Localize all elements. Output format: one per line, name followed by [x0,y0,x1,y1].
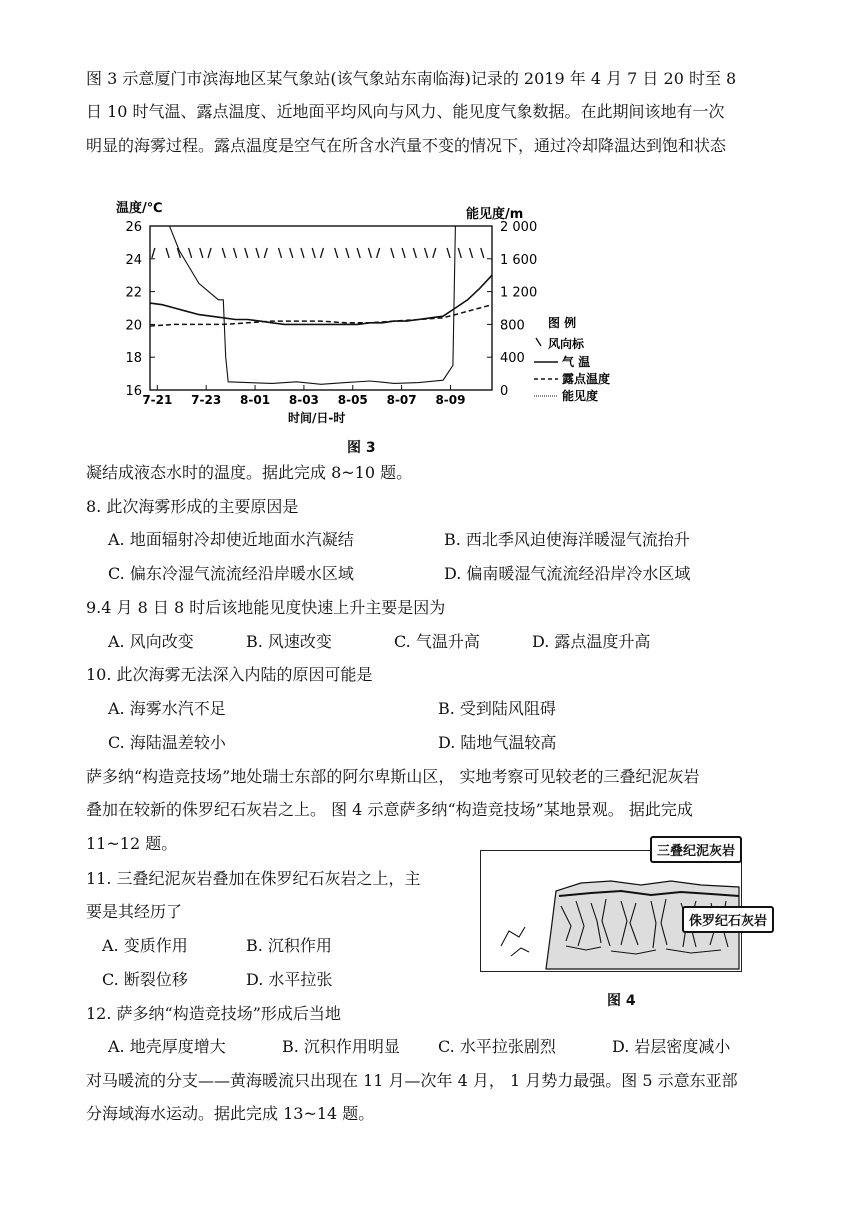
question-10-option-a[interactable]: A. 海雾水汽不足 [108,699,226,718]
question-9-option-c[interactable]: C. 气温升高 [394,632,480,651]
right-tick-label: 0 [500,384,509,399]
right-tick-label: 2 000 [500,220,538,235]
figure-4-caption: 图 4 [607,993,636,1009]
legend-wind-symbol [536,338,541,346]
figure-4-label-jurassic: 侏罗纪石灰岩 [682,906,774,933]
wind-barb-mark [413,248,416,258]
question-8-option-b[interactable]: B. 西北季风迫使海洋暖湿气流抬升 [444,530,690,549]
right-tick-label: 1 600 [500,252,538,268]
question-10-stem: 10. 此次海雾无法深入内陆的原因可能是 [86,665,373,684]
legend-label-wind: 风向标 [548,337,585,351]
wind-barb-mark [208,248,211,258]
right-axis-label: 能见度/m [466,207,524,222]
left-tick-label: 20 [125,318,142,334]
left-tick-label: 18 [125,351,142,367]
x-tick-label: 7-21 [142,393,173,407]
x-tick-label: 7-23 [191,393,222,407]
figure-3-caption: 图 3 [347,440,376,456]
wind-barb-mark [290,248,293,258]
wind-barb-mark [402,248,405,258]
question-11-stem-line-2: 要是其经历了 [86,902,183,921]
wind-barb-mark [335,248,338,258]
question-10-option-d[interactable]: D. 陆地气温较高 [438,733,557,752]
legend-label-temp: 气 温 [562,355,591,369]
legend [534,315,610,403]
question-8-stem: 8. 此次海雾形成的主要原因是 [86,497,299,516]
left-tick-label: 22 [125,285,142,301]
left-tick-label: 24 [125,252,142,268]
question-12-option-a[interactable]: A. 地壳厚度增大 [108,1037,226,1056]
left-tick-label: 16 [125,384,142,399]
question-9-stem: 9.4 月 8 日 8 时后该地能见度快速上升主要是因为 [86,598,446,617]
wind-barb-mark [152,248,155,258]
right-tick-label: 800 [500,318,525,334]
question-11-option-c[interactable]: C. 断裂位移 [102,970,188,989]
wind-barb-mark [346,248,349,258]
intro3-line-1: 对马暖流的分支——黄海暖流只出现在 11 月—次年 4 月， 1 月势力最强。图 5 示意东亚部 [86,1071,738,1090]
question-8-option-c[interactable]: C. 偏东冷湿气流流经沿岸暖水区域 [108,564,354,583]
wind-barb-mark [200,248,203,258]
wind-barb-mark [301,248,304,258]
wind-barb-mark [278,248,281,258]
question-12-option-c[interactable]: C. 水平拉张剧烈 [438,1037,556,1056]
intro3-line-2: 分海域海水运动。据此完成 13~14 题。 [86,1104,375,1123]
wind-barb-mark [368,248,371,258]
wind-barb-mark [391,248,394,258]
question-12-stem: 12. 萨多纳“构造竞技场”形成后当地 [86,1004,341,1023]
question-9-option-b[interactable]: B. 风速改变 [246,632,332,651]
intro2-line-2: 叠加在较新的侏罗纪石灰岩之上。 图 4 示意萨多纳“构造竞技场”某地景观。 据此完成 [86,800,693,819]
question-9-option-d[interactable]: D. 露点温度升高 [532,632,651,651]
wind-barb-mark [256,248,259,258]
question-10-option-b[interactable]: B. 受到陆风阻碍 [438,699,556,718]
series-visibility-line [150,226,492,384]
legend-title: 图 例 [548,316,577,330]
left-tick-label: 26 [125,220,142,235]
intro-line-2: 日 10 时气温、露点温度、近地面平均风向与风力、能见度气象数据。在此期间该地有一次 [86,102,725,121]
question-10-option-c[interactable]: C. 海陆温差较小 [108,733,226,752]
question-11-stem-line-1: 11. 三叠纪泥灰岩叠加在侏罗纪石灰岩之上，主 [86,869,421,888]
intro2-line-3: 11~12 题。 [86,834,178,853]
wind-barb-mark [189,248,192,258]
wind-barb-mark [166,248,169,258]
x-tick-label: 8-01 [240,393,271,407]
right-tick-label: 1 200 [500,285,538,301]
wind-barb-mark [447,248,450,258]
wind-barb-mark [458,248,461,258]
wind-barb-mark [377,248,380,258]
wind-barb-mark [425,248,428,258]
intro2-line-1: 萨多纳“构造竞技场”地处瑞士东部的阿尔卑斯山区， 实地考察可见较老的三叠纪泥灰岩 [86,767,700,786]
wind-barb-mark [357,248,360,258]
left-axis-label: 温度/℃ [116,201,163,216]
question-11-option-a[interactable]: A. 变质作用 [102,936,188,955]
x-axis-label: 时间/日-时 [288,411,346,425]
x-tick-label: 8-05 [337,393,368,407]
legend-label-vis: 能见度 [562,389,599,403]
wind-barb-mark [312,248,315,258]
legend-label-dew: 露点温度 [562,372,611,386]
intro-line-3: 明显的海雾过程。露点温度是空气在所含水汽量不变的情况下，通过冷却降温达到饱和状态 [86,136,727,155]
question-8-option-a[interactable]: A. 地面辐射冷却使近地面水汽凝结 [108,530,354,549]
wind-barb-mark [264,248,267,258]
x-tick-label: 8-09 [435,393,466,407]
wind-barb-mark [222,248,225,258]
wind-barb-mark [320,248,323,258]
question-11-option-d[interactable]: D. 水平拉张 [246,970,333,989]
question-9-option-a[interactable]: A. 风向改变 [108,632,194,651]
x-tick-label: 8-07 [386,393,417,407]
question-12-option-d[interactable]: D. 岩层密度减小 [612,1037,731,1056]
wind-barb-mark [470,248,473,258]
series-temperature-line [150,275,492,324]
wind-barb-mark [234,248,237,258]
right-tick-label: 400 [500,351,525,367]
intro-line-1: 图 3 示意厦门市滨海地区某气象站(该气象站东南临海)记录的 2019 年 4 月 7 日 20 时至 8 [86,69,737,88]
wind-barb-mark [481,248,484,258]
question-8-option-d[interactable]: D. 偏南暖湿气流流经沿岸冷水区域 [444,564,691,583]
figure-4-label-triassic: 三叠纪泥灰岩 [650,836,742,863]
intro-line-4: 凝结成液态水时的温度。据此完成 8~10 题。 [86,463,413,482]
x-tick-label: 8-03 [288,393,319,407]
wind-barb-mark [245,248,248,258]
question-12-option-b[interactable]: B. 沉积作用明显 [282,1037,400,1056]
wind-barb-mark [433,248,436,258]
figure-3-chart [110,196,611,428]
question-11-option-b[interactable]: B. 沉积作用 [246,936,332,955]
